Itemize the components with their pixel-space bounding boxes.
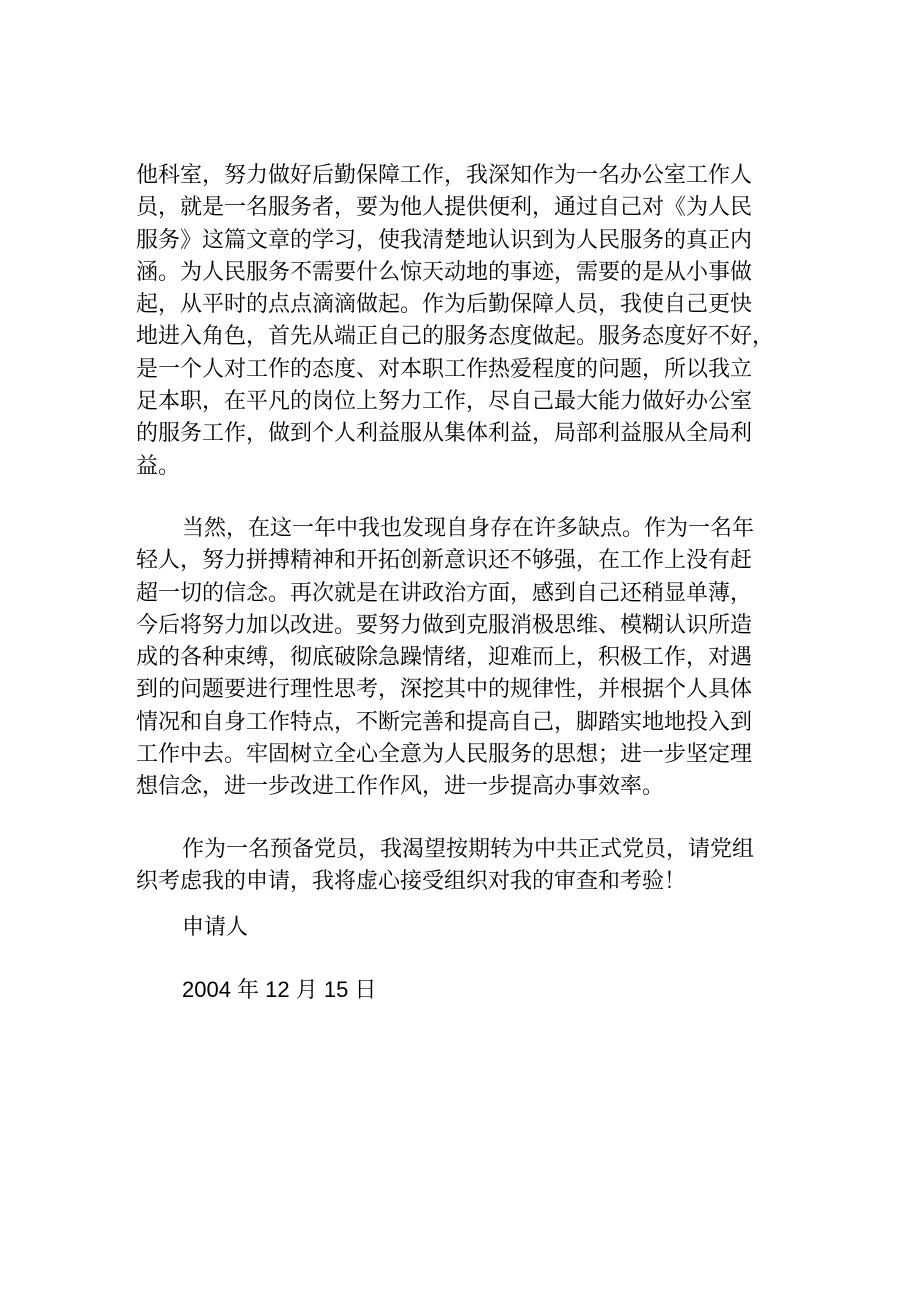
text-line: 想信念，进一步改进工作作风，进一步提高办事效率。	[136, 774, 665, 800]
paragraph-2	[136, 513, 792, 804]
text-line: 轻人，努力拼搏精神和开拓创新意识还不够强，在工作上没有赶	[136, 548, 753, 574]
text-line: 涵。为人民服务不需要什么惊天动地的事迹，需要的是从小事做	[136, 259, 753, 285]
text-line: 的服务工作，做到个人利益服从集体利益，局部利益服从全局利	[136, 421, 753, 447]
signature-label: 申请人	[182, 915, 249, 940]
text-line: 成的各种束缚，彻底破除急躁情绪，迎难而上，积极工作，对遇	[136, 645, 753, 671]
paragraph-spacer	[136, 483, 792, 513]
text-line: 今后将努力加以改进。要努力做到克服消极思维、模糊认识所造	[136, 612, 753, 638]
text-line: 工作中去。牢固树立全心全意为人民服务的思想；进一步坚定理	[136, 742, 753, 768]
text-line: 足本职，在平凡的岗位上努力工作，尽自己最大能力做好办公室	[136, 389, 753, 415]
text-line: 到的问题要进行理性思考，深挖其中的规律性，并根据个人具体	[136, 677, 753, 703]
text-line: 地进入角色，首先从端正自己的服务态度做起。服务态度好不好，	[136, 324, 775, 350]
text-line: 员，就是一名服务者，要为他人提供便利，通过自己对《为人民	[136, 195, 753, 221]
text-line: 当然，在这一年中我也发现自身存在许多缺点。作为一名年	[182, 515, 755, 541]
document-body	[136, 160, 792, 1002]
text-line: 服务》这篇文章的学习，使我清楚地认识到为人民服务的真正内	[136, 227, 753, 253]
text-line: 超一切的信念。再次就是在讲政治方面，感到自己还稍显单薄，	[136, 580, 753, 606]
text-line: 作为一名预备党员，我渴望按期转为中共正式党员，请党组	[182, 836, 755, 862]
signature-date: 2004 年 12 月 15 日	[182, 977, 377, 1002]
paragraph-1	[136, 160, 792, 483]
paragraph-3	[136, 834, 792, 899]
text-line: 起，从平时的点点滴滴做起。作为后勤保障人员，我使自己更快	[136, 292, 753, 318]
text-line: 是一个人对工作的态度、对本职工作热爱程度的问题，所以我立	[136, 356, 753, 382]
text-line: 织考虑我的申请，我将虚心接受组织对我的审查和考验！	[136, 868, 687, 894]
paragraph-spacer	[136, 804, 792, 834]
text-line: 情况和自身工作特点，不断完善和提高自己，脚踏实地地投入到	[136, 709, 753, 735]
text-line: 他科室，努力做好后勤保障工作，我深知作为一名办公室工作人	[136, 163, 753, 188]
text-line: 益。	[136, 453, 181, 479]
